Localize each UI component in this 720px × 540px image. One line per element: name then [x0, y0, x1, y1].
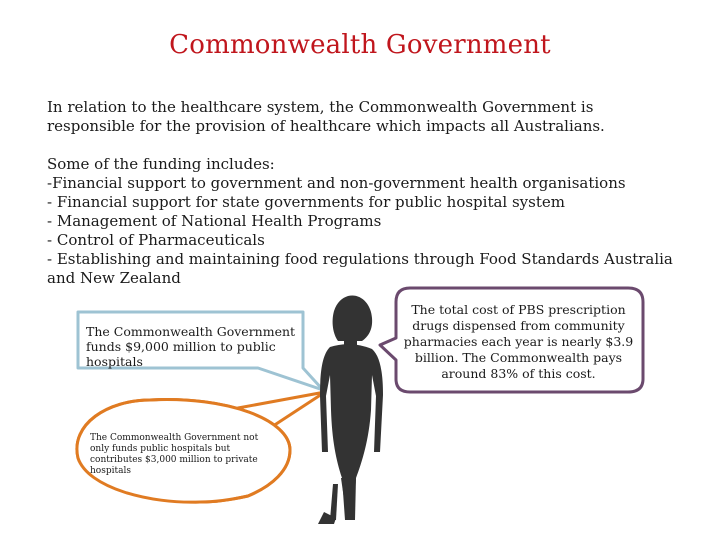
woman-silhouette-icon [318, 295, 383, 524]
funding-item: - Financial support for state governments for public hospital system [47, 193, 565, 211]
funding-item: - Control of Pharmaceuticals [47, 231, 265, 249]
funding-heading: Some of the funding includes: [47, 155, 275, 173]
purple-callout-text: The total cost of PBS prescription drugs dispensed from community pharmacies each year is nearly $3.9 billion. The Commonwealth pays around 83% of this cost. [403, 302, 634, 381]
funding-item: -Financial support to government and non-government health organisations [47, 174, 626, 192]
intro-paragraph: In relation to the healthcare system, the Commonwealth Government is responsible for the provision of healthcare which impacts all Australians. [47, 98, 605, 135]
orange-callout-text: The Commonwealth Government not only funds public hospitals but contributes $3,000 million to private hospitals [90, 433, 259, 476]
funding-item: - Establishing and maintaining food regulations through Food Standards Australia and New Zealand [47, 250, 673, 287]
page-title: Commonwealth Government [169, 30, 551, 60]
blue-callout-text: The Commonwealth Government funds $9,000 million to public hospitals [86, 324, 296, 369]
funding-item: - Management of National Health Programs [47, 212, 382, 230]
